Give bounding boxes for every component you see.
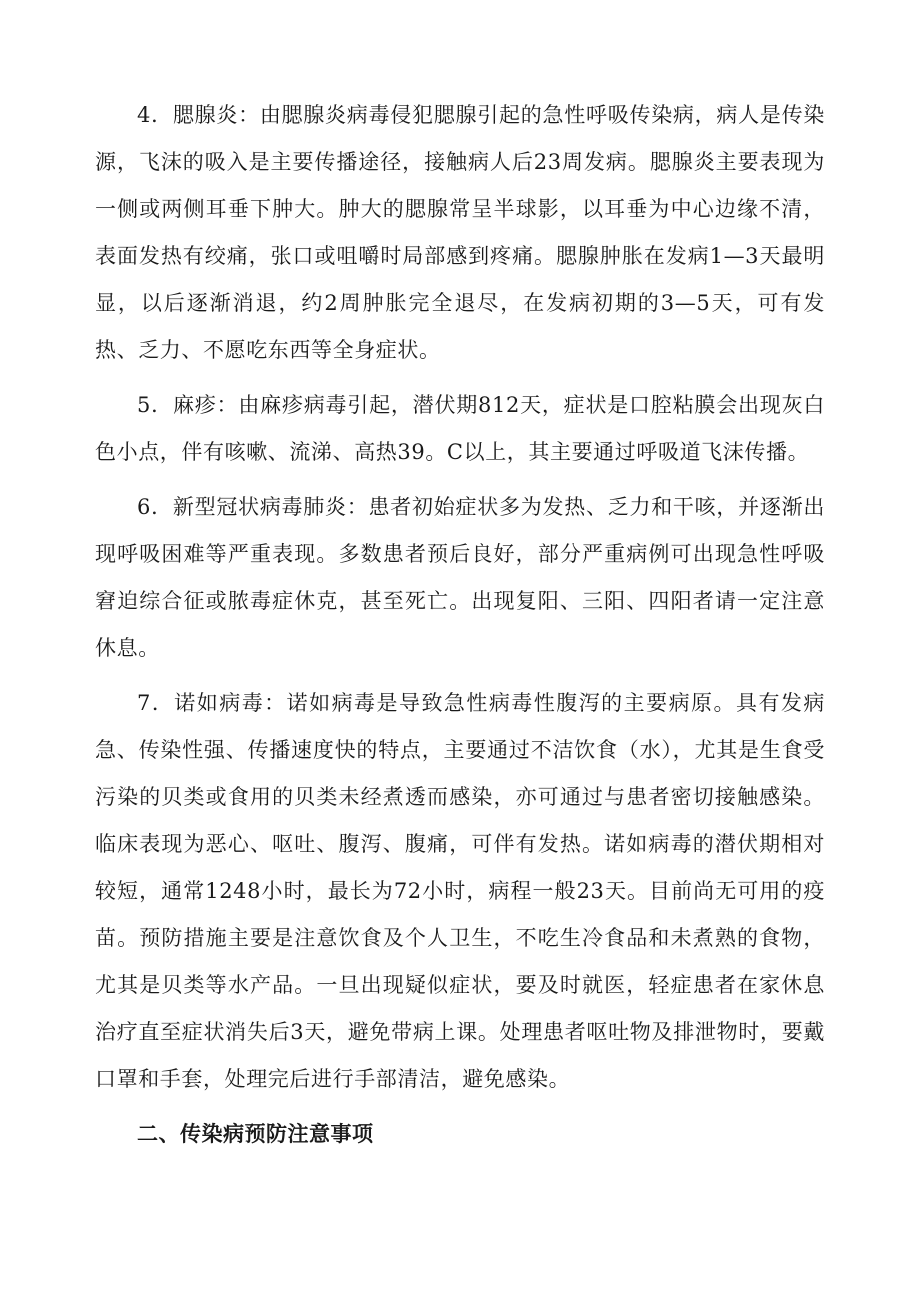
section-heading: 二、传染病预防注意事项 bbox=[137, 1122, 374, 1146]
paragraph-mumps: 4．腮腺炎：由腮腺炎病毒侵犯腮腺引起的急性呼吸传染病，病人是传染源，飞沫的吸入是主要传播途径，接触病人后23周发病。腮腺炎主要表现为一侧或两侧耳垂下肿大。肿大的腮腺常呈半球影，以耳垂为中心边缘不清，表面发热有绞痛，张口或咀嚼时局部感到疼痛。腮腺肿胀在发病1—3天最明显，以后逐渐消退，约2周肿胀完全退尽，在发病初期的3—5天，可有发热、乏力、不愿吃东西等全身症状。 bbox=[95, 103, 825, 362]
paragraph-covid: 6．新型冠状病毒肺炎：患者初始症状多为发热、乏力和干咳，并逐渐出现呼吸困难等严重表现。多数患者预后良好，部分严重病例可出现急性呼吸窘迫综合征或脓毒症休克，甚至死亡。出现复阳、三阳、四阳者请一定注意休息。 bbox=[95, 495, 825, 660]
paragraph-measles: 5．麻疹：由麻疹病毒引起，潜伏期812天，症状是口腔粘膜会出现灰白色小点，伴有咳嗽、流涕、高热39。C以上，其主要通过呼吸道飞沫传播。 bbox=[95, 393, 825, 464]
document-body bbox=[95, 92, 825, 1158]
paragraph-norovirus: 7．诺如病毒：诺如病毒是导致急性病毒性腹泻的主要病原。具有发病急、传染性强、传播速度快的特点，主要通过不洁饮食（水），尤其是生食受污染的贝类或食用的贝类未经煮透而感染，亦可通过与患者密切接触感染。临床表现为恶心、呕吐、腹泻、腹痛，可伴有发热。诺如病毒的潜伏期相对较短，通常1248小时，最长为72小时，病程一般23天。目前尚无可用的疫苗。预防措施主要是注意饮食及个人卫生，不吃生冷食品和未煮熟的食物，尤其是贝类等水产品。一旦出现疑似症状，要及时就医，轻症患者在家休息治疗直至症状消失后3天，避免带病上课。处理患者呕吐物及排泄物时，要戴口罩和手套，处理完后进行手部清洁，避免感染。 bbox=[95, 691, 825, 1091]
